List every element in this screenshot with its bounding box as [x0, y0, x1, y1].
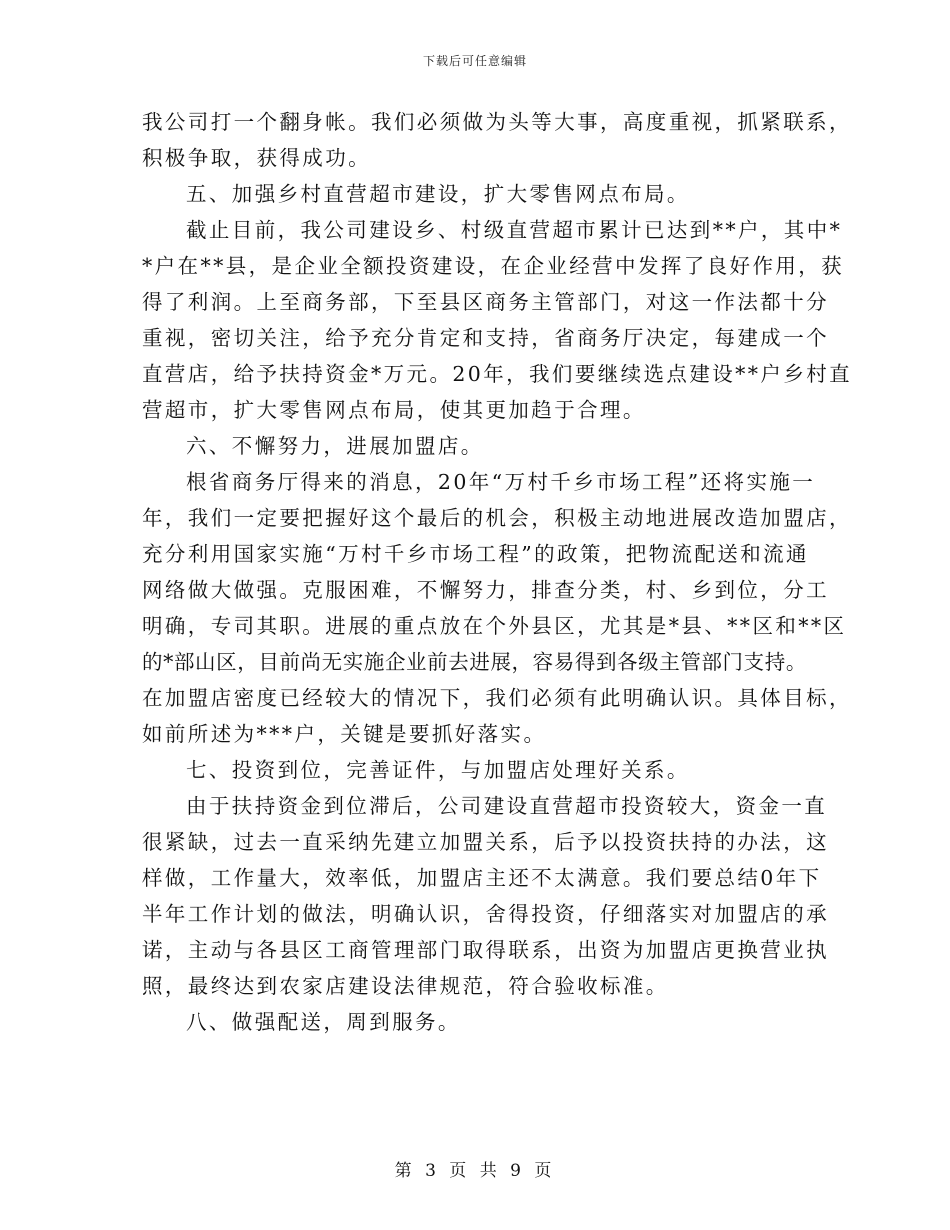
- paragraph-first-line: 根省商务厅得来的消息，20年“万村千乡市场工程”还将实施一: [186, 470, 816, 494]
- paragraph-first-line: 五、加强乡村直营超市建设，扩大零售网点布局。: [186, 182, 690, 206]
- text-line: 积极争取，获得成功。: [142, 146, 371, 170]
- text-line: 明确，专司其职。进展的重点放在个外县区，尤其是*县、**区和**区: [142, 614, 847, 638]
- text-line: 诺，主动与各县区工商管理部门取得联系，出资为加盟店更换营业执: [142, 938, 829, 962]
- text-line: 充分利用国家实施“万村千乡市场工程”的政策，把物流配送和流通: [142, 542, 809, 566]
- body-text: [142, 104, 853, 1040]
- text-line: 年，我们一定要把握好这个最后的机会，积极主动地进展改造加盟店，: [142, 506, 852, 530]
- paragraph-first-line: 由于扶持资金到位滞后，公司建设直营超市投资较大，资金一直: [186, 794, 828, 818]
- text-line: *户在**县，是企业全额投资建设，在企业经营中发挥了良好作用，获: [142, 254, 845, 278]
- text-line: 重视，密切关注，给予充分肯定和支持，省商务厅决定，每建成一个: [142, 326, 829, 350]
- page-header: 下载后可任意编辑: [422, 54, 527, 68]
- paragraph-first-line: 七、投资到位，完善证件，与加盟店处理好关系。: [186, 758, 690, 782]
- paragraph-first-line: 八、做强配送，周到服务。: [186, 1010, 461, 1034]
- paragraph-first-line: 截止目前，我公司建设乡、村级直营超市累计已达到**户，其中*: [186, 218, 843, 242]
- text-line: 很紧缺，过去一直采纳先建立加盟关系，后予以投资扶持的办法，这: [142, 830, 829, 854]
- text-line: 得了利润。上至商务部，下至县区商务主管部门，对这一作法都十分: [142, 290, 829, 314]
- text-line: 直营店，给予扶持资金*万元。20年，我们要继续选点建设**户乡村直: [142, 362, 853, 386]
- text-line: 照，最终达到农家店建设法律规范，符合验收标准。: [142, 974, 669, 998]
- page-footer: 第 3 页 共 9 页: [394, 1161, 556, 1181]
- text-line: 网络做大做强。克服困难，不懈努力，排查分类，村、乡到位，分工: [142, 578, 829, 602]
- paragraph-first-line: 六、不懈努力，进展加盟店。: [186, 434, 484, 458]
- text-line: 样做，工作量大，效率低，加盟店主还不太满意。我们要总结0年下: [142, 866, 822, 890]
- text-line: 的*部山区，目前尚无实施企业前去进展，容易得到各级主管部门支持。: [142, 650, 807, 674]
- text-line: 我公司打一个翻身帐。我们必须做为头等大事，高度重视，抓紧联系，: [142, 110, 852, 134]
- text-line: 如前所述为***户，关键是要抓好落实。: [142, 722, 547, 746]
- text-line: 在加盟店密度已经较大的情况下，我们必须有此明确认识。具体目标，: [142, 686, 852, 710]
- text-line: 营超市，扩大零售网点布局，使其更加趋于合理。: [142, 398, 646, 422]
- text-line: 半年工作计划的做法，明确认识，舍得投资，仔细落实对加盟店的承: [142, 902, 829, 926]
